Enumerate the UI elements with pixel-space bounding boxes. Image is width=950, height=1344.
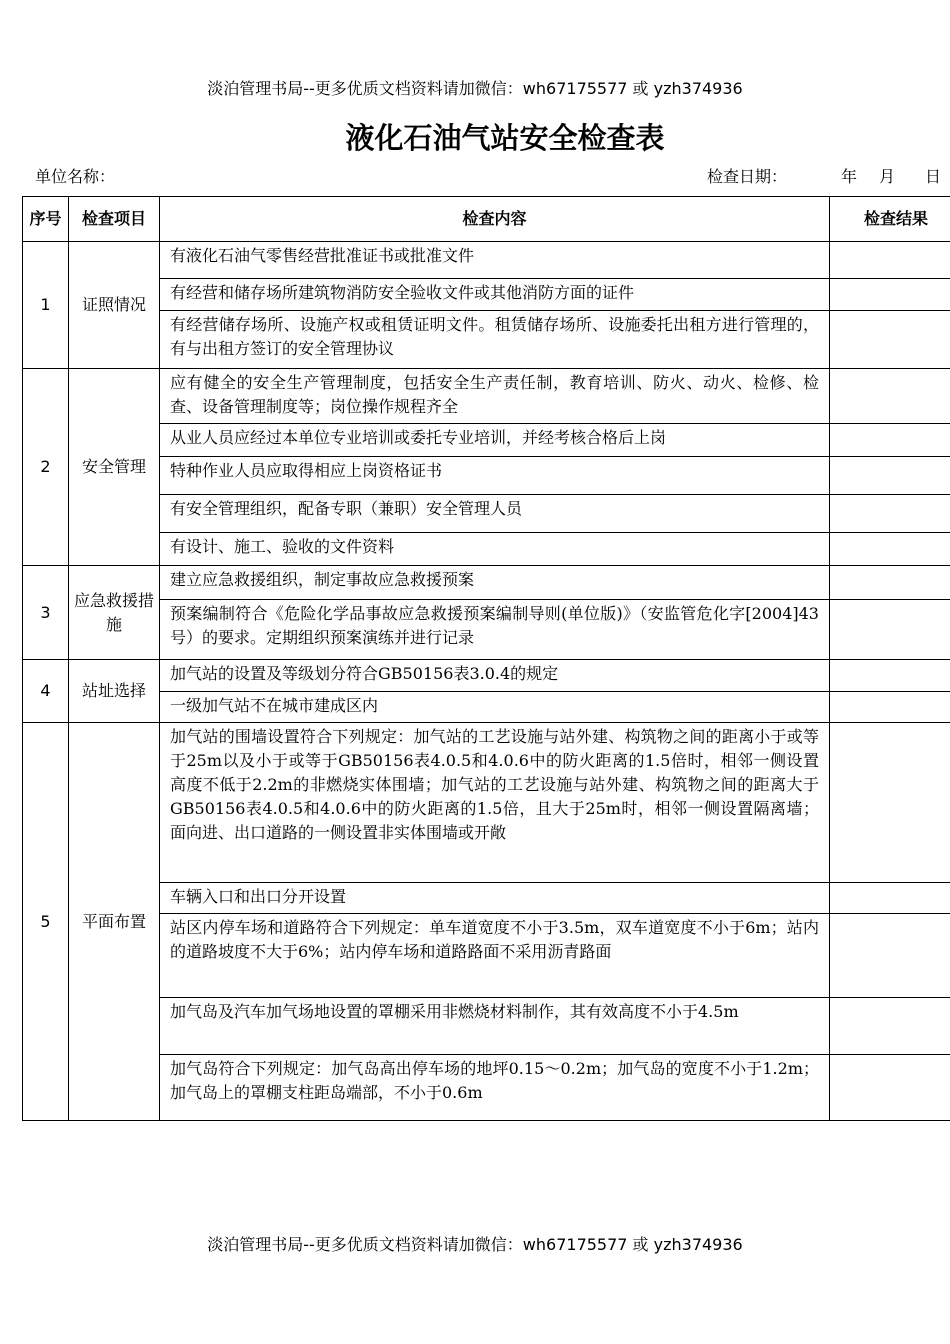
header-item: 检查项目 xyxy=(69,197,160,242)
check-content: 应有健全的安全生产管理制度，包括安全生产责任制，教育培训、防火、动火、检修、检查、设备管理制度等；岗位操作规程齐全 xyxy=(160,369,830,424)
table-header-row xyxy=(23,197,950,242)
check-result-cell[interactable] xyxy=(830,457,950,495)
table-row xyxy=(23,692,950,723)
check-content: 加气岛及汽车加气场地设置的罩棚采用非燃烧材料制作，其有效高度不小于4.5m xyxy=(160,998,830,1055)
table-row xyxy=(23,533,950,566)
date-month: 月 xyxy=(879,167,896,186)
table-row xyxy=(23,311,950,369)
check-content: 加气站的围墙设置符合下列规定：加气站的工艺设施与站外建、构筑物之间的距离小于或等于25m以及小于或等于GB50156表4.0.5和4.0.6中的防火距离的1.5倍时，相邻一侧设置高度不低于2.2m的非燃烧实体围墙；加气站的工艺设施与站外建、构筑物之间的距离大于GB50156表4.0.5和4.0.6中的防火距离的1.5倍，且大于25m时，相邻一侧设置隔离墙；面向进、出口道路的一侧设置非实体围墙或开敞 xyxy=(160,723,830,883)
table-row xyxy=(23,600,950,660)
check-content: 车辆入口和出口分开设置 xyxy=(160,883,830,914)
check-result-cell[interactable] xyxy=(830,495,950,533)
section-item: 安全管理 xyxy=(69,369,160,566)
check-content: 从业人员应经过本单位专业培训或委托专业培训，并经考核合格后上岗 xyxy=(160,424,830,457)
table-row xyxy=(23,457,950,495)
table-row xyxy=(23,279,950,311)
check-content: 一级加气站不在城市建成区内 xyxy=(160,692,830,723)
date-year: 年 xyxy=(841,167,858,186)
check-content: 有经营和储存场所建筑物消防安全验收文件或其他消防方面的证件 xyxy=(160,279,830,311)
header-seq: 序号 xyxy=(23,197,69,242)
check-result-cell[interactable] xyxy=(830,311,950,369)
check-result-cell[interactable] xyxy=(830,660,950,692)
check-result-cell[interactable] xyxy=(830,998,950,1055)
section-item: 平面布置 xyxy=(69,723,160,1121)
check-result-cell[interactable] xyxy=(830,1055,950,1121)
section-item: 应急救援措施 xyxy=(69,566,160,660)
check-content: 特种作业人员应取得相应上岗资格证书 xyxy=(160,457,830,495)
check-result-cell[interactable] xyxy=(830,424,950,457)
date-day: 日 xyxy=(925,167,942,186)
table-row xyxy=(23,998,950,1055)
unit-name-label: 单位名称： xyxy=(35,167,116,186)
date-label: 检查日期： xyxy=(707,167,788,186)
check-result-cell[interactable] xyxy=(830,242,950,279)
check-content: 有经营储存场所、设施产权或租赁证明文件。租赁储存场所、设施委托出租方进行管理的，有与出租方签订的安全管理协议 xyxy=(160,311,830,369)
check-content: 有设计、施工、验收的文件资料 xyxy=(160,533,830,566)
check-result-cell[interactable] xyxy=(830,369,950,424)
table-row xyxy=(23,660,950,692)
table-body xyxy=(23,242,950,1121)
inspection-table xyxy=(22,196,950,1121)
table-row xyxy=(23,566,950,600)
check-result-cell[interactable] xyxy=(830,723,950,883)
page-title: 液化石油气站安全检查表 xyxy=(345,121,665,155)
table-row xyxy=(23,495,950,533)
table-row xyxy=(23,369,950,424)
table-row xyxy=(23,424,950,457)
check-result-cell[interactable] xyxy=(830,600,950,660)
check-result-cell[interactable] xyxy=(830,533,950,566)
check-content: 建立应急救援组织，制定事故应急救援预案 xyxy=(160,566,830,600)
check-content: 加气岛符合下列规定：加气岛高出停车场的地坪0.15～0.2m；加气岛的宽度不小于1.2m；加气岛上的罩棚支柱距岛端部，不小于0.6m xyxy=(160,1055,830,1121)
check-result-cell[interactable] xyxy=(830,279,950,311)
section-seq: 1 xyxy=(23,242,69,369)
section-item: 站址选择 xyxy=(69,660,160,723)
check-result-cell[interactable] xyxy=(830,914,950,998)
header-content: 检查内容 xyxy=(160,197,830,242)
check-result-cell[interactable] xyxy=(830,883,950,914)
table-row xyxy=(23,883,950,914)
inspection-date xyxy=(707,164,941,187)
section-seq: 4 xyxy=(23,660,69,723)
check-result-cell[interactable] xyxy=(830,566,950,600)
check-content: 预案编制符合《危险化学品事故应急救援预案编制导则(单位版)》（安监管危化字[2004]43号）的要求。定期组织预案演练并进行记录 xyxy=(160,600,830,660)
header-note: 淡泊管理书局--更多优质文档资料请加微信：wh67175577 或 yzh374936 xyxy=(207,79,743,98)
table-row xyxy=(23,723,950,883)
table-row xyxy=(23,242,950,279)
header-result: 检查结果 xyxy=(830,197,950,242)
table-row xyxy=(23,914,950,998)
check-content: 加气站的设置及等级划分符合GB50156表3.0.4的规定 xyxy=(160,660,830,692)
section-item: 证照情况 xyxy=(69,242,160,369)
check-content: 有安全管理组织，配备专职（兼职）安全管理人员 xyxy=(160,495,830,533)
table-row xyxy=(23,1055,950,1121)
check-content: 有液化石油气零售经营批准证书或批准文件 xyxy=(160,242,830,279)
check-result-cell[interactable] xyxy=(830,692,950,723)
section-seq: 5 xyxy=(23,723,69,1121)
footer-note: 淡泊管理书局--更多优质文档资料请加微信：wh67175577 或 yzh374936 xyxy=(207,1235,743,1254)
section-seq: 2 xyxy=(23,369,69,566)
section-seq: 3 xyxy=(23,566,69,660)
check-content: 站区内停车场和道路符合下列规定：单车道宽度不小于3.5m，双车道宽度不小于6m；站内的道路坡度不大于6%；站内停车场和道路路面不采用沥青路面 xyxy=(160,914,830,998)
